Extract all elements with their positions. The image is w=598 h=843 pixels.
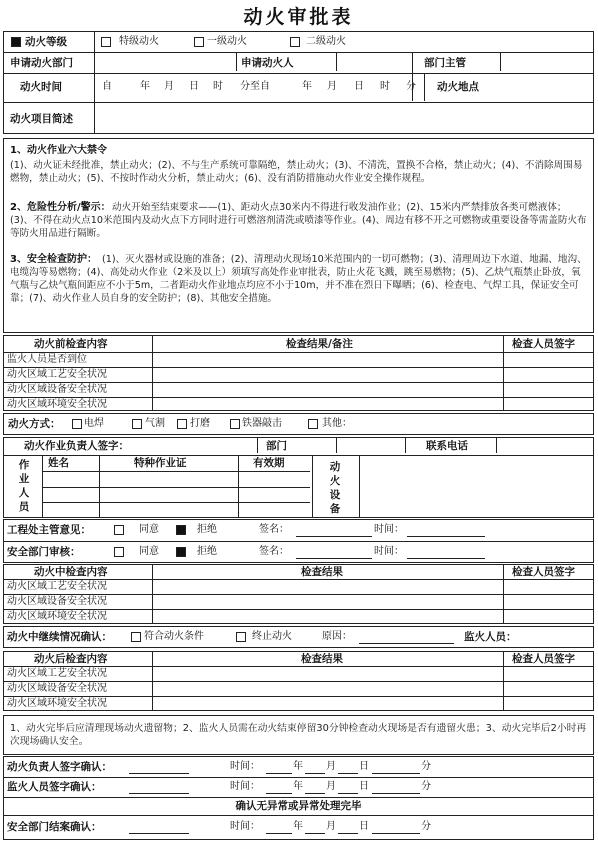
level-label: 动火等级: [25, 36, 67, 48]
workers-vertical-label: 作业人员: [18, 459, 30, 513]
watcher-time-label: 时间：: [230, 781, 260, 792]
method-other-label: 其他：: [322, 418, 352, 429]
post-header-result: 检查结果: [301, 653, 343, 665]
safety-reject-checkbox[interactable]: [176, 547, 186, 557]
leader-day: 日: [359, 761, 369, 772]
time-year2: 年: [302, 81, 312, 92]
leader-sign-label: 动火作业负责人签字：: [24, 440, 129, 452]
time-to: 分至自: [240, 81, 270, 92]
method-weld-checkbox[interactable]: [72, 419, 82, 429]
safety-close-month: 月: [326, 821, 336, 832]
permit-form: [3, 3, 594, 840]
safety-reject-label: 拒绝: [197, 546, 217, 557]
rules-text-1: (1)、动火证未经批准，禁止动火；(2)、不与生产系统可靠隔绝，禁止动火；(3)、不清洗，置换不合格，禁止动火；(4)、不消除周围易燃物，禁止动火；(5)、不按时作动火分析，禁止动火；(6)、没有消防措施动火作业安全操作规程。: [10, 160, 583, 184]
rules-heading-3: 3、安全检查防护：: [10, 254, 97, 265]
safety-close-year: 年: [293, 821, 303, 832]
engineering-sign-label: 签名：: [259, 524, 289, 535]
workers-cert-header: 特种作业证: [134, 457, 187, 469]
mid-header-result: 检查结果: [301, 566, 343, 578]
workers-valid-header: 有效期: [253, 457, 285, 469]
pre-header-content: 动火前检查内容: [34, 338, 108, 350]
pre-check-table: [3, 335, 594, 411]
watcher-year: 年: [293, 781, 303, 792]
time-day2: 日: [354, 81, 364, 92]
engineering-time-label: 时间：: [374, 524, 404, 535]
continue-confirm-label: 动火中继续情况确认：: [7, 631, 112, 643]
level-marker-icon: [11, 37, 21, 47]
pre-row-label: 动火区域环境安全状况: [7, 399, 107, 410]
engineering-agree-label: 同意: [139, 524, 159, 535]
leader-year: 年: [293, 761, 303, 772]
method-strike-label: 铁器敲击: [242, 418, 282, 429]
continue-ok-label: 符合动火条件: [144, 631, 204, 642]
safety-close-line[interactable]: [129, 833, 189, 834]
engineering-sign-line[interactable]: [296, 536, 372, 537]
safety-agree-label: 同意: [139, 546, 159, 557]
time-minute2: 分: [406, 81, 416, 92]
pre-header-signer: 检查人员签字: [512, 338, 575, 350]
method-strike-checkbox[interactable]: [230, 419, 240, 429]
engineering-opinion-label: 工程处主管意见：: [7, 524, 91, 536]
engineering-agree-checkbox[interactable]: [114, 525, 124, 535]
method-grind-label: 打磨: [190, 418, 210, 429]
level-two-label: 二级动火: [306, 36, 346, 47]
continue-reason-label: 原因：: [322, 631, 352, 642]
watcher-minute: 分: [421, 781, 431, 792]
watcher-confirm-line[interactable]: [129, 793, 189, 794]
safety-close-time-label: 时间：: [230, 821, 260, 832]
time-hour2: 时: [380, 81, 390, 92]
mid-row-label: 动火区域设备安全状况: [7, 596, 107, 607]
mid-header-signer: 检查人员签字: [512, 566, 575, 578]
close-out-heading: 确认无异常或异常处理完毕: [235, 800, 362, 812]
level-special-label: 特级动火: [119, 36, 159, 47]
safety-close-day: 日: [359, 821, 369, 832]
info-block: [3, 52, 594, 134]
leader-phone-label: 联系电话: [426, 440, 468, 452]
form-title: 动火审批表: [243, 6, 354, 28]
continue-confirm-row: [3, 626, 594, 648]
pre-header-result: 检查结果/备注: [286, 338, 353, 350]
applicant-label: 申请动火人: [241, 57, 294, 69]
mid-row-label: 动火区域工艺安全状况: [7, 581, 107, 592]
engineering-time-line[interactable]: [407, 536, 485, 537]
post-row-label: 动火区域设备安全状况: [7, 683, 107, 694]
mid-check-table: [3, 564, 594, 624]
time-from: 自: [102, 81, 112, 92]
level-two-checkbox[interactable]: [290, 37, 300, 47]
leader-confirm-label: 动火负责人签字确认：: [7, 761, 112, 773]
method-label: 动火方式：: [8, 418, 61, 430]
post-header-signer: 检查人员签字: [512, 653, 575, 665]
completion-note: [3, 715, 594, 755]
time-label: 动火时间: [20, 81, 62, 93]
watcher-day: 日: [359, 781, 369, 792]
method-row: [3, 413, 594, 435]
pre-row-label: 监火人员是否到位: [7, 354, 87, 365]
safety-close-minute: 分: [421, 821, 431, 832]
safety-sign-line[interactable]: [296, 558, 372, 559]
rules-heading-2: 2、危险性分析/警示：: [10, 202, 111, 213]
safety-close-label: 安全部门结案确认：: [7, 821, 102, 833]
method-weld-label: 电焊: [84, 418, 104, 429]
workers-name-header: 姓名: [48, 457, 69, 469]
method-cut-checkbox[interactable]: [132, 419, 142, 429]
safety-agree-checkbox[interactable]: [114, 547, 124, 557]
time-hour: 时: [213, 81, 223, 92]
leader-confirm-line[interactable]: [129, 773, 189, 774]
pre-row-label: 动火区域工艺安全状况: [7, 369, 107, 380]
time-month2: 月: [327, 81, 337, 92]
leader-dept-label: 部门: [266, 440, 287, 452]
engineering-reject-label: 拒绝: [197, 524, 217, 535]
level-one-label: 一级动火: [207, 36, 247, 47]
completion-note-text: 1、动火完毕后应清理现场动火遗留物；2、监火人员需在动火结束停留30分钟检查动火现场是否有遗留火患；3、动火完毕后2小时再次现场确认安全。: [10, 723, 587, 747]
rules-text-3: (1)、灭火器材或设施的准备；(2)、清理动火现场10米范围内的一切可燃物；(3)、清理周边下水道、地漏、地沟、电缆沟等易燃物；(4)、高处动火作业（2米及以上）须填写高处作业审批表，防止火花飞溅，跳至易燃物；(5)、乙炔气瓶禁止卧放，氧气瓶与乙炔气瓶间距应不小于5m，二者距动火作业地点均应不小于10m，并不准在烈日下曝晒；(6)、检查电、气焊工具，保证安全可靠；(7)、动火作业人员自身的安全防护；(8)、其他安全措施。: [10, 254, 587, 304]
engineering-reject-checkbox[interactable]: [176, 525, 186, 535]
mid-header-content: 动火中检查内容: [34, 566, 108, 578]
leader-minute: 分: [421, 761, 431, 772]
leader-month: 月: [326, 761, 336, 772]
level-special-checkbox[interactable]: [101, 37, 111, 47]
continue-reason-line[interactable]: [359, 643, 454, 644]
post-header-content: 动火后检查内容: [34, 653, 108, 665]
watcher-month: 月: [326, 781, 336, 792]
time-month: 月: [164, 81, 174, 92]
post-check-table: [3, 651, 594, 711]
time-year: 年: [140, 81, 150, 92]
leader-time-label: 时间：: [230, 761, 260, 772]
continue-stop-checkbox[interactable]: [236, 632, 246, 642]
continue-watcher-label: 监火人员：: [464, 631, 517, 643]
time-day: 日: [189, 81, 199, 92]
watcher-confirm-label: 监火人员签字确认：: [7, 781, 102, 793]
rules-heading-1: 1、动火作业六大禁令: [10, 145, 107, 156]
safety-time-label: 时间：: [374, 546, 404, 557]
personnel-block: [3, 437, 594, 518]
approval-block: [3, 519, 594, 563]
level-row: [3, 31, 594, 53]
equipment-vertical-label: 动火设备: [329, 461, 341, 515]
method-cut-label: 气割: [145, 418, 165, 429]
dept-label: 申请动火部门: [10, 57, 73, 69]
method-grind-checkbox[interactable]: [177, 419, 187, 429]
site-label: 动火地点: [437, 81, 479, 93]
method-other-checkbox[interactable]: [308, 419, 318, 429]
rules-block: [3, 138, 594, 333]
level-one-checkbox[interactable]: [194, 37, 204, 47]
post-row-label: 动火区域工艺安全状况: [7, 668, 107, 679]
safety-review-label: 安全部门审核：: [7, 546, 81, 558]
continue-ok-checkbox[interactable]: [131, 632, 141, 642]
brief-label: 动火项目简述: [10, 113, 73, 125]
mid-row-label: 动火区域环境安全状况: [7, 611, 107, 622]
continue-stop-label: 终止动火: [252, 631, 292, 642]
safety-sign-label: 签名：: [259, 546, 289, 557]
final-sign-block: [3, 756, 594, 840]
supervisor-label: 部门主管: [424, 57, 466, 69]
rules-text-2: 动火开始至结束要求——(1)、距动火点30米内不得进行收发油作业；(2)、15米内严禁排放各类可燃液体；(3)、不得在动火点10米范围内及动火点下方同时进行可燃溶剂清洗或喷漆等作业。(4)、周边有移不开之可燃物或重要设备等需盖防火布等防火用品进行隔断。: [10, 202, 587, 239]
post-row-label: 动火区域环境安全状况: [7, 698, 107, 709]
pre-row-label: 动火区域设备安全状况: [7, 384, 107, 395]
safety-time-line[interactable]: [407, 558, 485, 559]
